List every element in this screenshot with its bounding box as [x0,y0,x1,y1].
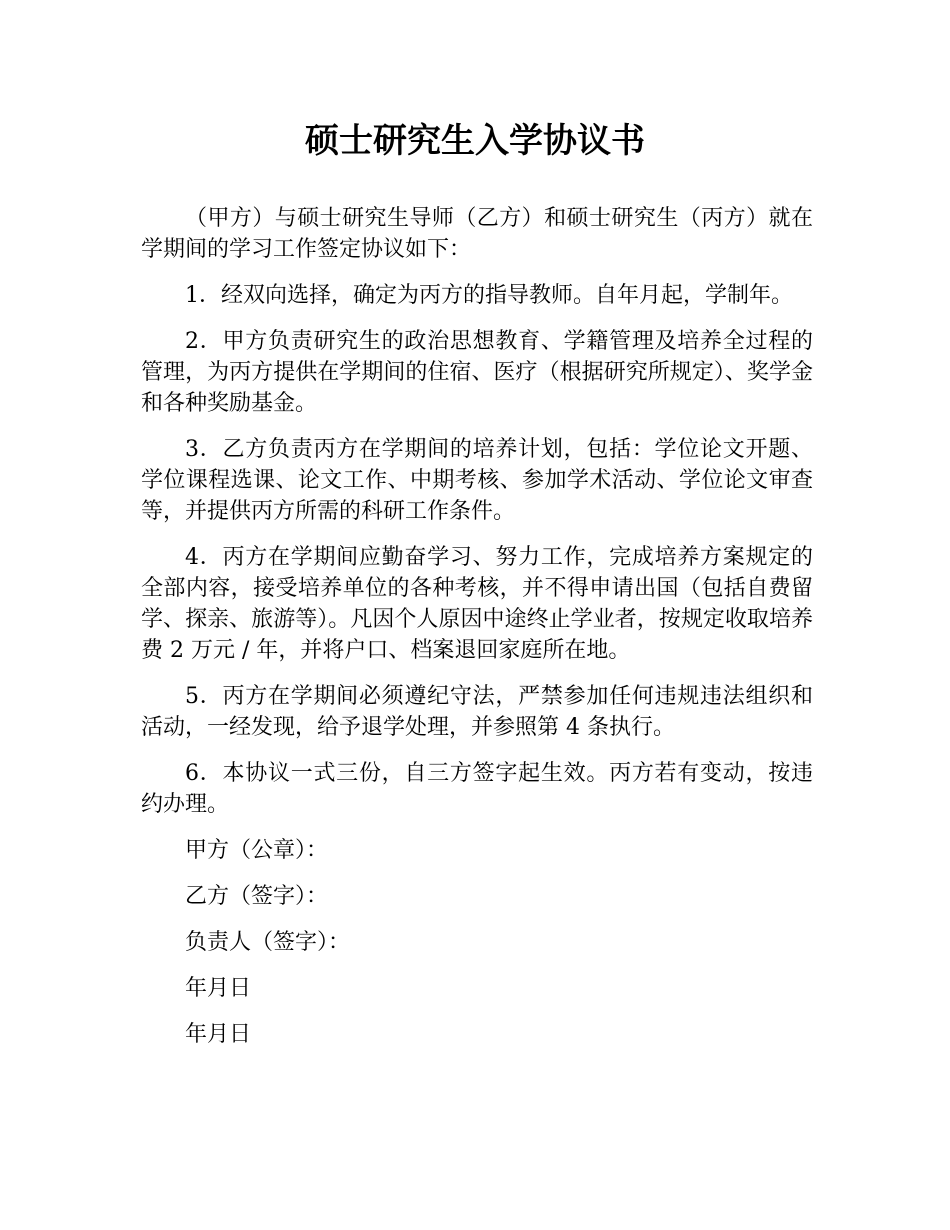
clause-1: 1．经双向选择，确定为丙方的指导教师。自年月起，学制年。 [185,283,793,308]
date-line-2: 年月日 [185,1022,252,1047]
document-body [141,203,813,1065]
document-title: 硕士研究生入学协议书 [305,121,645,161]
date-line-1: 年月日 [185,976,252,1001]
clause-5: 5．丙方在学期间必须遵纪守法，严禁参加任何违规违法组织和活动，一经发现，给予退学处理，并参照第 4 条执行。 [141,684,813,740]
clause-6: 6．本协议一式三份，自三方签字起生效。丙方若有变动，按违约办理。 [141,761,813,817]
signature-party-a: 甲方（公章）： [185,838,329,863]
signature-responsible-person: 负责人（签字）： [185,930,351,955]
intro-paragraph: （甲方）与硕士研究生导师（乙方）和硕士研究生（丙方）就在学期间的学习工作签定协议如下： [141,206,813,262]
clause-2: 2．甲方负责研究生的政治思想教育、学籍管理及培养全过程的管理，为丙方提供在学期间的住宿、医疗（根据研究所规定）、奖学金和各种奖励基金。 [141,329,813,416]
clause-3: 3．乙方负责丙方在学期间的培养计划，包括：学位论文开题、学位课程选课、论文工作、中期考核、参加学术活动、学位论文审查等，并提供丙方所需的科研工作条件。 [141,437,813,524]
signature-party-b: 乙方（签字）： [185,884,329,909]
clause-4: 4．丙方在学期间应勤奋学习、努力工作，完成培养方案规定的全部内容，接受培养单位的各种考核，并不得申请出国（包括自费留学、探亲、旅游等）。凡因个人原因中途终止学业者，按规定收取培养费 2 万元 / 年，并将户口、档案退回家庭所在地。 [141,545,813,663]
